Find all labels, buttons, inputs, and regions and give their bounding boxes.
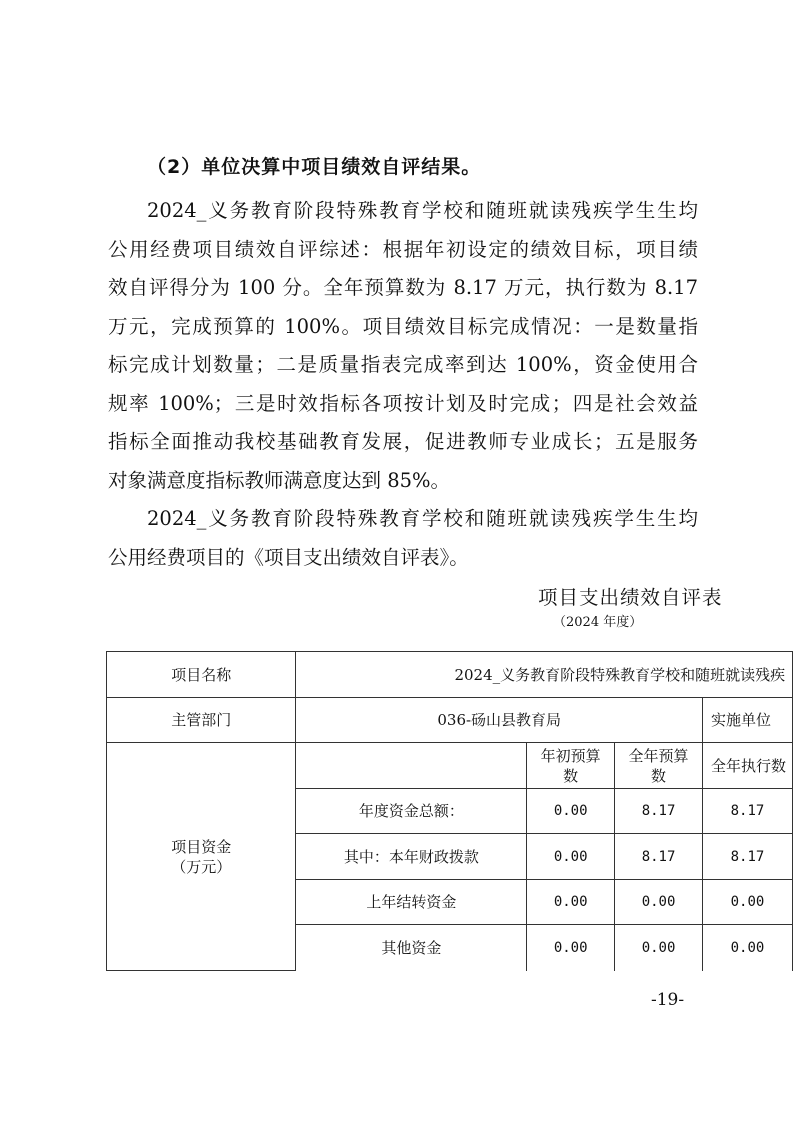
table-row (107, 652, 793, 698)
full-budget-value: 0.00 (615, 880, 703, 925)
reference-paragraph (108, 500, 698, 577)
summary-paragraph (108, 192, 698, 500)
table-row (107, 698, 793, 743)
paragraph-line: 公用经费项目的《项目支出绩效自评表》。 (108, 545, 469, 569)
row-label: 年度资金总额： (296, 789, 527, 834)
table-row (107, 743, 793, 789)
full-exec-value: 0.00 (702, 925, 792, 971)
full-budget-value: 8.17 (615, 834, 703, 880)
paragraph-line: 规率 100%；三是时效指标各项按计划及时完成；四是社会效益 (108, 391, 698, 415)
initial-budget-value: 0.00 (527, 925, 615, 971)
col-full-exec: 全年执行数 (702, 743, 792, 789)
col-initial-budget: 年初预算数 (527, 743, 615, 789)
impl-unit-label: 实施单位 (702, 698, 792, 743)
header-blank-cell (296, 743, 527, 789)
initial-budget-value: 0.00 (527, 834, 615, 880)
self-evaluation-table (106, 651, 793, 971)
paragraph-line: 对象满意度指标教师满意度达到 85%。 (108, 468, 451, 492)
funds-label-line: 项目资金 (171, 837, 232, 856)
section-heading: （2）单位决算中项目绩效自评结果。 (147, 156, 482, 178)
row-label: 其中：本年财政拨款 (296, 834, 527, 880)
full-exec-value: 8.17 (702, 834, 792, 880)
paragraph-line: 标完成计划数量；二是质量指表完成率到达 100%，资金使用合 (108, 353, 698, 376)
col-full-budget: 全年预算数 (615, 743, 703, 789)
paragraph-line: 2024_义务教育阶段特殊教育学校和随班就读残疾学生生均 (147, 507, 698, 530)
project-name-value: 2024_义务教育阶段特殊教育学校和随班就读残疾 (296, 652, 793, 698)
page-number: -19- (651, 990, 685, 1010)
row-label: 其他资金 (296, 925, 527, 971)
row-label: 上年结转资金 (296, 880, 527, 925)
full-budget-value: 0.00 (615, 925, 703, 971)
full-exec-value: 8.17 (702, 789, 792, 834)
funds-label (107, 743, 296, 971)
dept-value: 036-砀山县教育局 (296, 698, 703, 743)
initial-budget-value: 0.00 (527, 880, 615, 925)
paragraph-line: 公用经费项目绩效自评综述：根据年初设定的绩效目标，项目绩 (108, 237, 698, 261)
paragraph-line: 万元，完成预算的 100%。项目绩效目标完成情况：一是数量指 (108, 314, 698, 338)
funds-label-unit: （万元） (171, 857, 232, 876)
initial-budget-value: 0.00 (527, 789, 615, 834)
project-name-label: 项目名称 (107, 652, 296, 698)
full-budget-value: 8.17 (615, 789, 703, 834)
paragraph-line: 效自评得分为 100 分。全年预算数为 8.17 万元，执行数为 8.17 (108, 276, 698, 299)
paragraph-line: 2024_义务教育阶段特殊教育学校和随班就读残疾学生生均 (147, 199, 698, 222)
full-exec-value: 0.00 (702, 880, 792, 925)
table-title: 项目支出绩效自评表 (538, 586, 723, 609)
table-subtitle: （2024 年度） (553, 615, 643, 630)
dept-label: 主管部门 (107, 698, 296, 743)
paragraph-line: 指标全面推动我校基础教育发展，促进教师专业成长；五是服务 (108, 430, 698, 453)
